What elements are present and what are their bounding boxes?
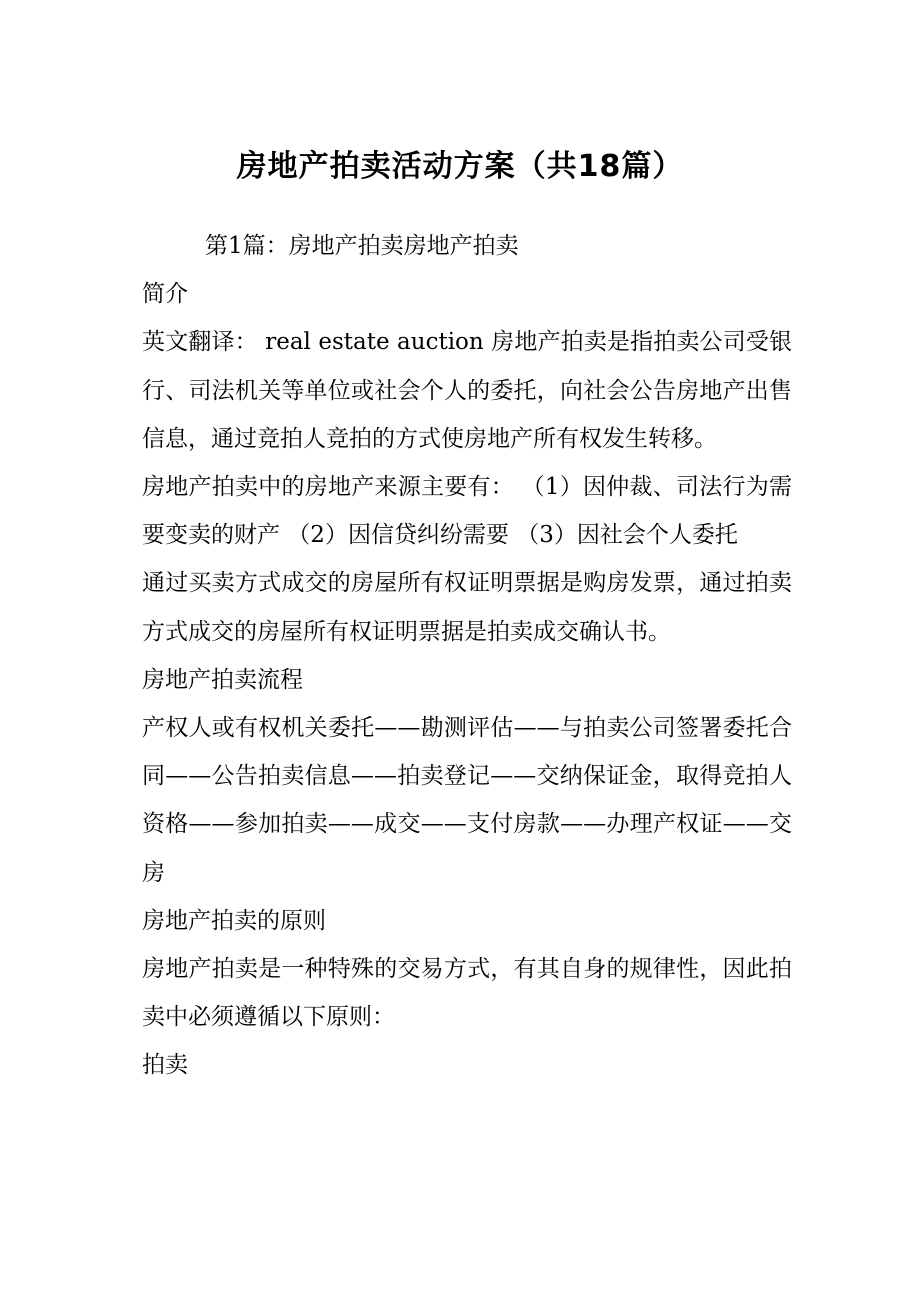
paragraph-process-heading: 房地产拍卖流程 — [142, 666, 303, 693]
paragraph-intro-heading: 简介 — [142, 281, 188, 308]
paragraph-sources: 房地产拍卖中的房地产来源主要有： （1）因仲裁、司法行为需要变卖的财产 （2）因信贷纠纷需要 （3）因社会个人委托 — [142, 474, 792, 549]
document-body — [142, 222, 792, 1090]
paragraph-process: 产权人或有权机关委托——勘测评估——与拍卖公司签署委托合同——公告拍卖信息——拍卖登记——交纳保证金，取得竞拍人资格——参加拍卖——成交——支付房款——办理产权证——交房 — [142, 715, 793, 886]
paragraph-principles-heading: 房地产拍卖的原则 — [142, 907, 326, 934]
paragraph-ownership-proof: 通过买卖方式成交的房屋所有权证明票据是购房发票，通过拍卖方式成交的房屋所有权证明票据是拍卖成交确认书。 — [142, 570, 792, 645]
paragraph-auction: 拍卖 — [142, 1052, 188, 1079]
section-heading: 第1篇：房地产拍卖房地产拍卖 — [205, 233, 519, 259]
paragraph-principles: 房地产拍卖是一种特殊的交易方式，有其自身的规律性，因此拍卖中必须遵循以下原则： — [142, 956, 792, 1031]
paragraph-definition: 英文翻译： real estate auction 房地产拍卖是指拍卖公司受银行、司法机关等单位或社会个人的委托，向社会公告房地产出售信息，通过竞拍人竞拍的方式使房地产所有权发生转移。 — [142, 329, 792, 452]
document-title: 房地产拍卖活动方案（共18篇） — [236, 149, 684, 184]
